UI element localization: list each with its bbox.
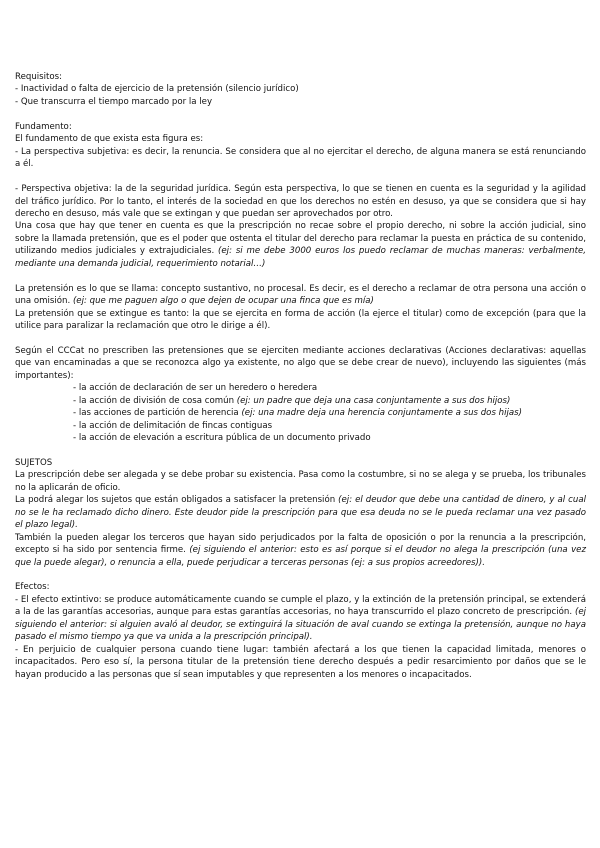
cccat-list-item (15, 382, 586, 394)
cccat-item-example: (ej: una madre deja una herencia conjuntamente a sus dos hijas) (241, 408, 522, 419)
efectos-heading: Efectos: (15, 582, 50, 593)
cccat-item-text: - la acción de declaración de ser un heredero o heredera (73, 383, 318, 394)
subjective-perspective: - La perspectiva subjetiva: es decir, la renuncia. Se considera que al no ejercitar el derecho, de alguna manera se está renunciando a él. (15, 146, 586, 170)
sujetos-text: La podrá alegar los sujetos que están obligados a satisfacer la pretensión (15, 495, 339, 506)
sujetos-example: (ej: el deudor que debe una cantidad de dinero, y al cual no se le ha reclamado dicho dinero. Este deudor pide la prescripción para que esa deuda no se le pueda reclamar una vez pasado el plazo legal). (15, 495, 586, 531)
pretension-note (15, 220, 586, 270)
cccat-list-item (15, 407, 586, 419)
sujetos-paragraph: La prescripción debe ser alegada y se debe probar su existencia. Pasa como la costumbre, si no se alega y se prueba, los tribunales no la aplicarán de oficio. (15, 470, 586, 493)
sujetos-text: También la pueden alegar los terceros que hayan sido perjudicados por la falta de oposición o por la renuncia a la prescripción, excepto si ha sido por sentencia firme. (15, 532, 586, 556)
pretension-note-text: Una cosa que hay que tener en cuenta es que la prescripción no recae sobre el propio derecho, ni sobre la acción judicial, sino sobre la llamada pretensión, que es el poder que ostenta el titular del derecho para reclamar la puesta en práctica de su contenido, utilizando medios judiciales y extrajudiciales. (15, 221, 586, 257)
sujetos-paragraph (15, 494, 586, 531)
sujetos-paragraph (15, 532, 586, 569)
document-page (15, 71, 586, 681)
pretension-definition-text: La pretensión es lo que se llama: concepto sustantivo, no procesal. Es decir, es el derecho a reclamar de otra persona una acción o una omisión. (15, 283, 586, 307)
objective-perspective: - Perspectiva objetiva: la de la seguridad jurídica. Según esta perspectiva, lo que se tienen en cuenta es la seguridad y la agilidad del tráfico jurídico. Por lo tanto, el interés de la sociedad en que los derechos no estén en desuso, ya que se considera que si hay derecho en desuso, más vale que se extingan y que puedan ser aprovechados por otro. (15, 184, 586, 219)
cccat-item-text: - las acciones de partición de herencia (73, 408, 242, 419)
pretension-definition (15, 283, 586, 308)
requisitos-heading: Requisitos: (15, 72, 63, 82)
cccat-item-text: - la acción de elevación a escritura pública de un documento privado (73, 433, 371, 444)
cccat-list-item (15, 420, 586, 432)
sujetos-heading: SUJETOS (15, 457, 53, 468)
efecto-extintivo (15, 594, 586, 644)
pretension-note-example: (ej: si me debe 3000 euros los puedo reclamar de muchas maneras: verbalmente, mediante una demanda judicial, requerimiento notarial…) (15, 246, 586, 269)
cccat-list-item (15, 432, 586, 444)
cccat-item-text: - la acción de delimitación de fincas contiguas (73, 420, 273, 431)
efecto-perjuicio: - En perjuicio de cualquier persona cuando tiene lugar: también afectará a los que tienen la capacidad limitada, menores o incapacitados. Pero eso sí, la persona titular de la pretensión tiene derecho después a pedir resarcimiento por daños que se le hayan producido a las personas que sí sean imputables y que representen a los menores o incapacitados. (15, 644, 586, 680)
requisito-item: - Que transcurra el tiempo marcado por la ley (15, 96, 213, 107)
sujetos-example: (ej siguiendo el anterior: esto es así porque si el deudor no alega la prescripción (una vez que la puede alegar), o renuncia a ella, puede perjudicar a terceras personas (ej: a sus propios acreedores)). (15, 545, 586, 568)
cccat-list-item (15, 395, 586, 407)
requisito-item: - Inactividad o falta de ejercicio de la pretensión (silencio jurídico) (15, 84, 299, 95)
efecto-extintivo-example: (ej siguiendo el anterior: si alguien avaló al deudor, se extinguirá la situación de aval cuando se extinga la pretensión, aunque no haya pasado el mismo tiempo ya que va unida a la prescripción principal). (15, 607, 586, 643)
cccat-item-text: - la acción de división de cosa común (73, 395, 237, 406)
pretension-definition-example: (ej: que me paguen algo o que dejen de ocupar una finca que es mía) (72, 296, 374, 307)
cccat-intro: Según el CCCat no prescriben las pretensiones que se ejerciten mediante acciones declarativas (Acciones declarativas: aquellas que van encaminadas a que se reconozca algo ya existente, no algo que se debe crear de nuevo), incluyendo las siguientes (más importantes): (15, 345, 586, 381)
pretension-extinction: La pretensión que se extingue es tanto: la que se ejercita en forma de acción (la ejerce el titular) como de excepción (para que la utilice para paralizar la reclamación que otro le dirige a él). (15, 308, 586, 332)
fundamento-heading: Fundamento: (15, 121, 72, 132)
fundamento-intro: El fundamento de que exista esta figura es: (15, 134, 204, 145)
efecto-extintivo-text: - El efecto extintivo: se produce automáticamente cuando se cumple el plazo, y la extinción de la pretensión principal, se extenderá a la de las garantías accesorias, aunque para estas garantías accesorias, no haya transcurrido el plazo concreto de prescripción. (15, 594, 586, 618)
cccat-item-example: (ej: un padre que deja una casa conjuntamente a sus dos hijos) (236, 395, 511, 406)
